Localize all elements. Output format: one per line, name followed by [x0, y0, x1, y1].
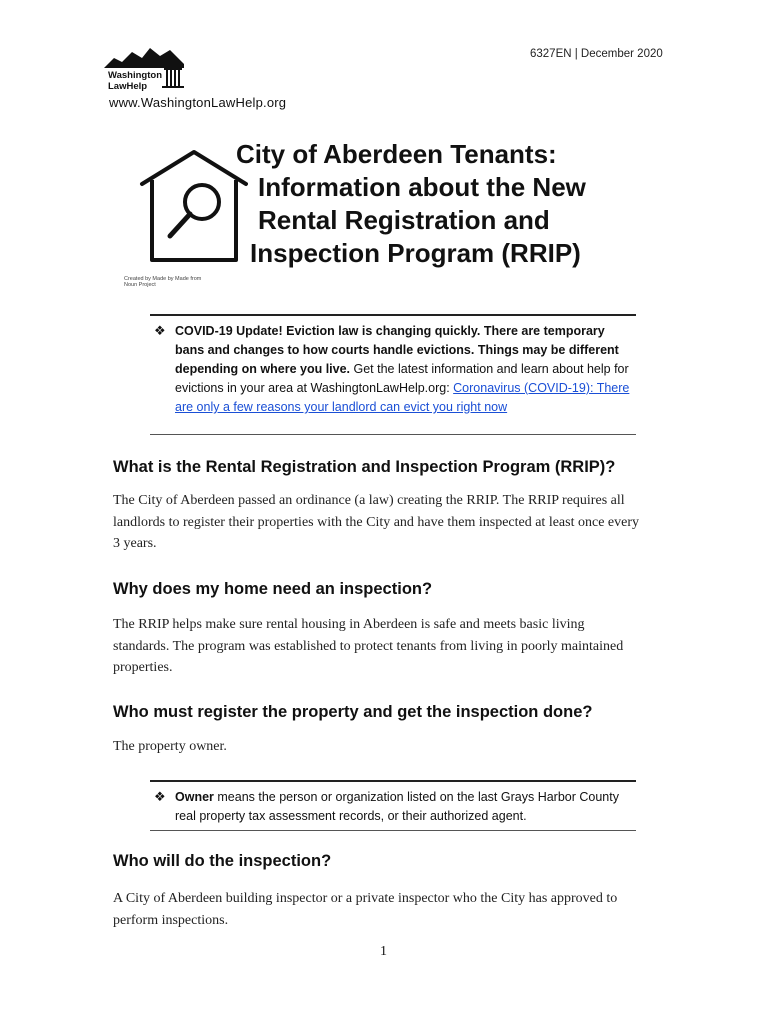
section-body-why-inspection: The RRIP helps make sure rental housing in Aberdeen is safe and meets basic living standards. The program was established to protect tenants from living in poorly maintained properties.: [113, 617, 624, 675]
section-body-who-inspects: A City of Aberdeen building inspector or a private inspector who the City has approved to perform inspections.: [113, 891, 618, 928]
title-line-1: City of Aberdeen Tenants:: [236, 139, 557, 169]
page-number: 1: [380, 944, 387, 959]
page-title: [230, 138, 586, 270]
section-body-who-registers: The property owner.: [113, 739, 227, 754]
owner-term: Owner: [175, 790, 214, 804]
title-line-2: Information about the New: [258, 172, 586, 202]
section-body-rrip: The City of Aberdeen passed an ordinance (a law) creating the RRIP. The RRIP requires all landlords to register their properties with the City and have them inspected at least once every 3 years.: [113, 493, 639, 551]
title-line-4: Inspection Program (RRIP): [250, 238, 581, 268]
section-heading-who-registers: Who must register the property and get the inspection done?: [113, 703, 593, 721]
owner-definition-box: [150, 780, 636, 831]
diamond-bullet-icon: ❖: [154, 789, 166, 804]
owner-definition: means the person or organization listed on the last Grays Harbor County real property tax assessment records, or their authorized agent.: [175, 790, 619, 823]
covid-info-link[interactable]: Coronavirus (COVID-19): There are only a few reasons your landlord can evict you right now: [175, 381, 630, 414]
covid-notice-box: [150, 314, 636, 435]
document-id: 6327EN | December 2020: [530, 48, 663, 60]
logo-text: [108, 70, 162, 92]
section-heading-why-inspection: Why does my home need an inspection?: [113, 580, 433, 598]
owner-definition-text: [175, 788, 635, 826]
title-line-3: Rental Registration and: [258, 205, 550, 235]
logo-line-1: Washington: [108, 70, 162, 81]
logo-line-2: LawHelp: [108, 81, 148, 92]
section-heading-rrip: What is the Rental Registration and Inspection Program (RRIP)?: [113, 458, 616, 476]
diamond-bullet-icon: ❖: [154, 323, 166, 338]
covid-notice-body: Get the latest information and learn about help for evictions in your area at WashingtonLawHelp.org:: [175, 362, 629, 395]
website-url: www.WashingtonLawHelp.org: [109, 95, 287, 110]
section-heading-who-inspects: Who will do the inspection?: [113, 852, 332, 870]
covid-notice-text: [175, 322, 635, 417]
covid-notice-bold: COVID-19 Update! Eviction law is changing quickly. There are temporary bans and changes to how courts handle evictions. Things may be different depending on where you live.: [175, 324, 619, 376]
icon-credit: Created by Made by Made from Noun Project: [124, 276, 202, 288]
